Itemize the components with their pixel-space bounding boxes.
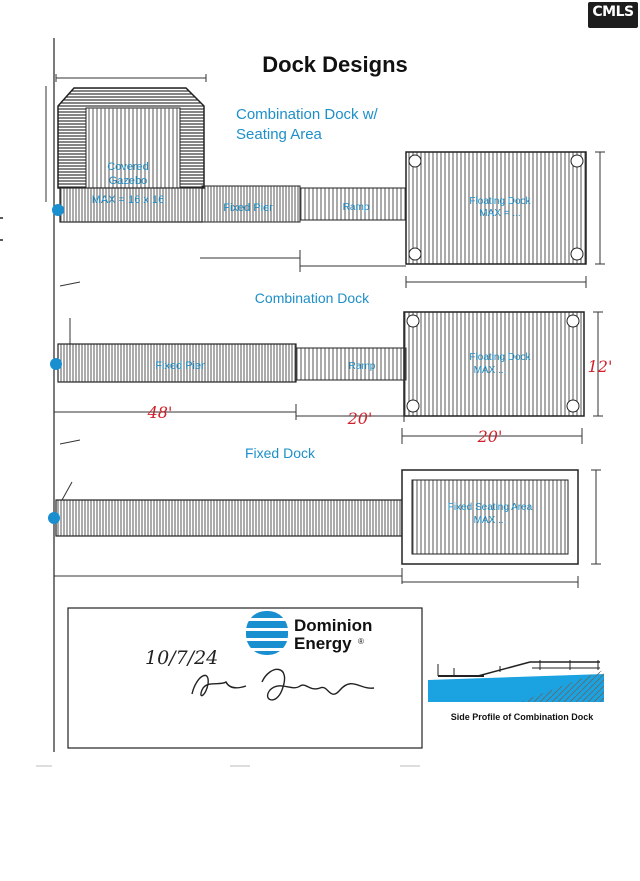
svg-text:Ramp: Ramp: [342, 202, 370, 213]
combo-section: [50, 290, 612, 446]
ramp-length-note: 20': [347, 409, 373, 428]
floating-dock: [404, 312, 584, 416]
svg-text:Floating Dock: Floating Dock: [469, 352, 531, 363]
side-profile-caption: Side Profile of Combination Dock: [450, 712, 594, 722]
svg-text:®: ®: [358, 637, 364, 646]
svg-text:Covered: Covered: [107, 161, 149, 173]
section-title: Seating Area: [236, 126, 322, 143]
section-title: Fixed Dock: [244, 445, 316, 461]
svg-text:MAX = ...: MAX = ...: [479, 208, 521, 219]
approval-date: 10/7/24: [145, 647, 219, 669]
svg-text:MAX = 16 x 16: MAX = 16 x 16: [91, 194, 165, 206]
shore-marker: [50, 358, 62, 370]
svg-text:Energy: Energy: [294, 634, 352, 653]
svg-text:Ramp: Ramp: [348, 361, 376, 372]
svg-text:Fixed Seating Area: Fixed Seating Area: [447, 502, 533, 513]
signature: [192, 669, 374, 700]
svg-text:Floating Dock: Floating Dock: [469, 196, 531, 207]
side-profile: [428, 660, 604, 722]
pier-length-note: 48': [147, 403, 173, 422]
section-title: Combination Dock w/: [236, 106, 378, 123]
combo-seating-section: [46, 74, 605, 288]
cmls-watermark: CMLS: [588, 2, 638, 28]
dock-length-note: 20': [477, 427, 503, 446]
page-title: Dock Designs: [262, 52, 408, 77]
fixed-section: [48, 445, 601, 588]
svg-text:Fixed Pier: Fixed Pier: [155, 360, 205, 372]
shore-marker: [52, 204, 64, 216]
svg-text:Dominion: Dominion: [294, 616, 373, 635]
dock-width-note: 12': [587, 357, 613, 376]
svg-text:MAX ...: MAX ...: [473, 365, 507, 376]
fixed-pier: [56, 500, 402, 536]
svg-text:Fixed Pier: Fixed Pier: [223, 202, 273, 214]
dominion-energy-logo: [246, 611, 372, 655]
shore-marker: [48, 512, 60, 524]
svg-text:MAX ...: MAX ...: [473, 515, 507, 526]
svg-text:Gazebo: Gazebo: [108, 175, 148, 187]
approval-box: [68, 608, 422, 748]
section-title: Combination Dock: [254, 290, 370, 306]
